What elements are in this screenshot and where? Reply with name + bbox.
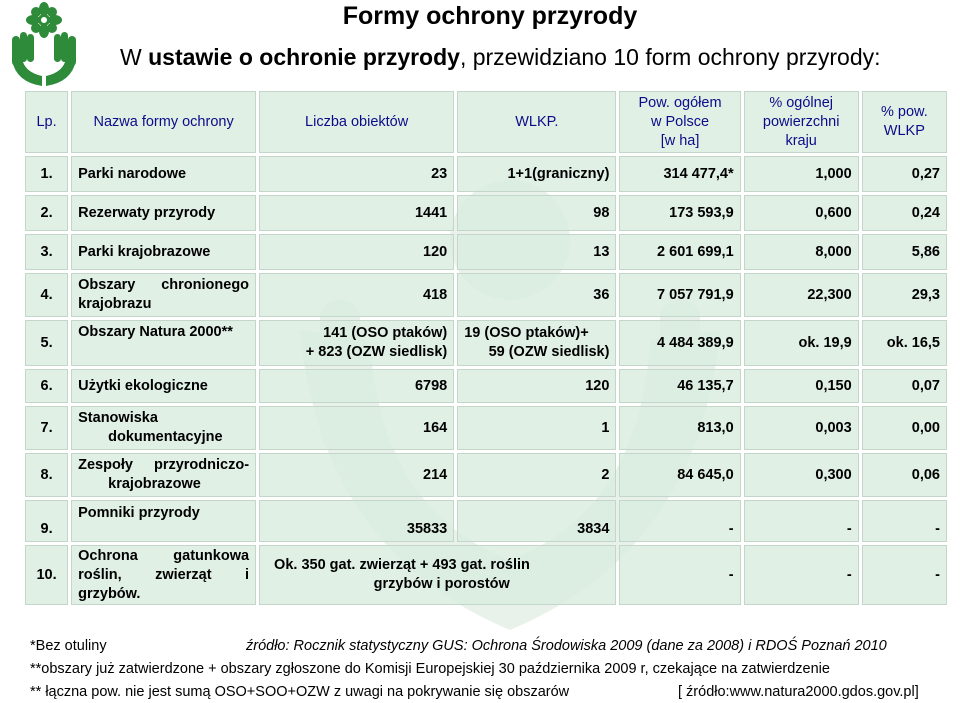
header-pct-line3: kraju (785, 132, 817, 149)
cell-count: 164 (259, 406, 454, 450)
cell-pct: - (744, 545, 859, 605)
cell-pct: 0,600 (744, 195, 859, 231)
header-area (619, 91, 740, 153)
cell-pct: - (744, 500, 859, 542)
table-row (25, 406, 947, 450)
cell-name: Obszary Natura 2000** (71, 320, 256, 366)
table-row (25, 156, 947, 192)
protection-forms-table (22, 88, 950, 608)
cell-area: 314 477,4* (619, 156, 740, 192)
cell-count: 35833 (259, 500, 454, 542)
cell-pct-wlkp: 29,3 (862, 273, 947, 317)
cell-name: Parki krajobrazowe (71, 234, 256, 270)
cell-name: Pomniki przyrody (71, 500, 256, 542)
cell-pct-wlkp: 5,86 (862, 234, 947, 270)
cell-lp: 5. (25, 320, 68, 366)
footnote-area-note: ** łączna pow. nie jest sumą OSO+SOO+OZW z uwagi na pokrywanie się obszarów (30, 684, 570, 700)
cell-pct-wlkp: 0,06 (862, 453, 947, 497)
cell-name-line2: roślin, zwierząt i (78, 566, 250, 583)
cell-name-line1: Zespoły przyrodniczo- (78, 457, 250, 473)
cell-area: 2 601 699,1 (619, 234, 740, 270)
footnote-1 (30, 638, 887, 654)
cell-area: 4 484 389,9 (619, 320, 740, 366)
cell-pct-wlkp: - (862, 500, 947, 542)
cell-lp: 8. (25, 453, 68, 497)
cell-name (71, 545, 256, 605)
cell-name-line2: dokumentacyjne (108, 429, 223, 445)
cell-wlkp: 2 (457, 453, 616, 497)
cell-area: 84 645,0 (619, 453, 740, 497)
table-row (25, 545, 947, 605)
cell-pct-wlkp: 0,24 (862, 195, 947, 231)
header-pct-line1: % ogólnej (769, 94, 833, 111)
cell-lp: 3. (25, 234, 68, 270)
cell-species-line2: grzybów i porostów (373, 576, 510, 592)
cell-wlkp: 36 (457, 273, 616, 317)
cell-count: 6798 (259, 369, 454, 403)
header-pct-line2: powierzchni (762, 113, 840, 130)
cell-count (259, 320, 454, 366)
header-pctw-line1: % pow. (880, 104, 928, 120)
cell-area: 173 593,9 (619, 195, 740, 231)
header-lp: Lp. (25, 91, 68, 153)
header-pct-wlkp (862, 91, 947, 153)
cell-wlkp: 13 (457, 234, 616, 270)
cell-wlkp-line2: 59 (OZW siedlisk) (488, 344, 610, 360)
footnote-natura-source: [ źródło:www.natura2000.gdos.gov.pl] (678, 684, 919, 700)
table-row (25, 195, 947, 231)
cell-name-line2: krajobrazowe (108, 476, 201, 492)
page-subtitle (120, 44, 881, 71)
footnote-source-rest: i RDOŚ Poznań 2010 (744, 638, 887, 654)
cell-pct-wlkp: ok. 16,5 (862, 320, 947, 366)
header-pctw-line2: WLKP (883, 123, 925, 139)
cell-pct-wlkp: 0,07 (862, 369, 947, 403)
cell-count: 23 (259, 156, 454, 192)
cell-wlkp: 120 (457, 369, 616, 403)
footnote-source-italic: źródło: Rocznik statystyczny GUS: Ochrona Środowiska 2009 (dane za 2008) (246, 638, 745, 654)
subtitle-bold: ustawie o ochronie przyrody (148, 44, 460, 70)
cell-count: 1441 (259, 195, 454, 231)
cell-wlkp: 1 (457, 406, 616, 450)
cell-pct: 1,000 (744, 156, 859, 192)
cell-area: 7 057 791,9 (619, 273, 740, 317)
cell-lp: 6. (25, 369, 68, 403)
cell-area: 46 135,7 (619, 369, 740, 403)
cell-pct-wlkp: 0,00 (862, 406, 947, 450)
footnote-3 (30, 684, 919, 700)
cell-name-line1: Obszary chronionego (78, 277, 250, 293)
cell-wlkp (457, 320, 616, 366)
footnote-no-buffer: *Bez otuliny (30, 638, 107, 654)
cell-species-line1: Ok. 350 gat. zwierząt + 493 gat. roślin (274, 557, 530, 573)
cell-pct: 0,150 (744, 369, 859, 403)
header-area-line3: [w ha] (660, 132, 700, 149)
cell-name: Parki narodowe (71, 156, 256, 192)
cell-count-line1: 141 (OSO ptaków) (323, 325, 448, 341)
cell-name-line2: krajobrazu (78, 296, 152, 312)
cell-pct: ok. 19,9 (744, 320, 859, 366)
cell-name-line3: grzybów. (78, 585, 141, 602)
cell-pct: 22,300 (744, 273, 859, 317)
header-pct (744, 91, 859, 153)
table-row (25, 234, 947, 270)
cell-lp: 1. (25, 156, 68, 192)
cell-lp: 9. (25, 500, 68, 542)
cell-wlkp: 1+1(graniczny) (457, 156, 616, 192)
cell-area: - (619, 545, 740, 605)
cell-name (71, 453, 256, 497)
cell-name-line1: Stanowiska (78, 410, 158, 426)
cell-name: Użytki ekologiczne (71, 369, 256, 403)
table-header-row (25, 91, 947, 153)
table-row (25, 453, 947, 497)
header-wlkp: WLKP. (457, 91, 616, 153)
cell-count-line2: + 823 (OZW siedlisk) (305, 344, 448, 360)
footnote-source (246, 638, 887, 654)
cell-count: 418 (259, 273, 454, 317)
cell-name (71, 273, 256, 317)
cell-name-line1: Ochrona gatunkowa (78, 547, 250, 564)
table-row (25, 320, 947, 366)
cell-pct-wlkp: 0,27 (862, 156, 947, 192)
subtitle-pre: W (120, 44, 149, 70)
cell-lp: 10. (25, 545, 68, 605)
header-area-line2: w Polsce (651, 113, 710, 130)
header-area-line1: Pow. ogółem (638, 94, 722, 111)
table-row (25, 273, 947, 317)
cell-area: - (619, 500, 740, 542)
cell-pct: 0,300 (744, 453, 859, 497)
cell-lp: 4. (25, 273, 68, 317)
header-count: Liczba obiektów (259, 91, 454, 153)
cell-count: 120 (259, 234, 454, 270)
cell-species-protection (259, 545, 616, 605)
cell-lp: 7. (25, 406, 68, 450)
cell-name: Rezerwaty przyrody (71, 195, 256, 231)
header-name: Nazwa formy ochrony (71, 91, 256, 153)
cell-wlkp: 3834 (457, 500, 616, 542)
cell-pct: 0,003 (744, 406, 859, 450)
cell-count: 214 (259, 453, 454, 497)
cell-wlkp-line1: 19 (OSO ptaków)+ (464, 325, 589, 341)
table-row (25, 500, 947, 542)
cell-area: 813,0 (619, 406, 740, 450)
cell-lp: 2. (25, 195, 68, 231)
subtitle-post: , przewidziano 10 form ochrony przyrody: (459, 44, 881, 70)
footnote-2: **obszary już zatwierdzone + obszary zgłoszone do Komisji Europejskiej 30 października 2009 r, czekające na zatwierdzenie (30, 661, 830, 677)
table-row (25, 369, 947, 403)
cell-pct: 8,000 (744, 234, 859, 270)
cell-wlkp: 98 (457, 195, 616, 231)
page-title: Formy ochrony przyrody (342, 2, 638, 30)
cell-name (71, 406, 256, 450)
cell-pct-wlkp: - (862, 545, 947, 605)
